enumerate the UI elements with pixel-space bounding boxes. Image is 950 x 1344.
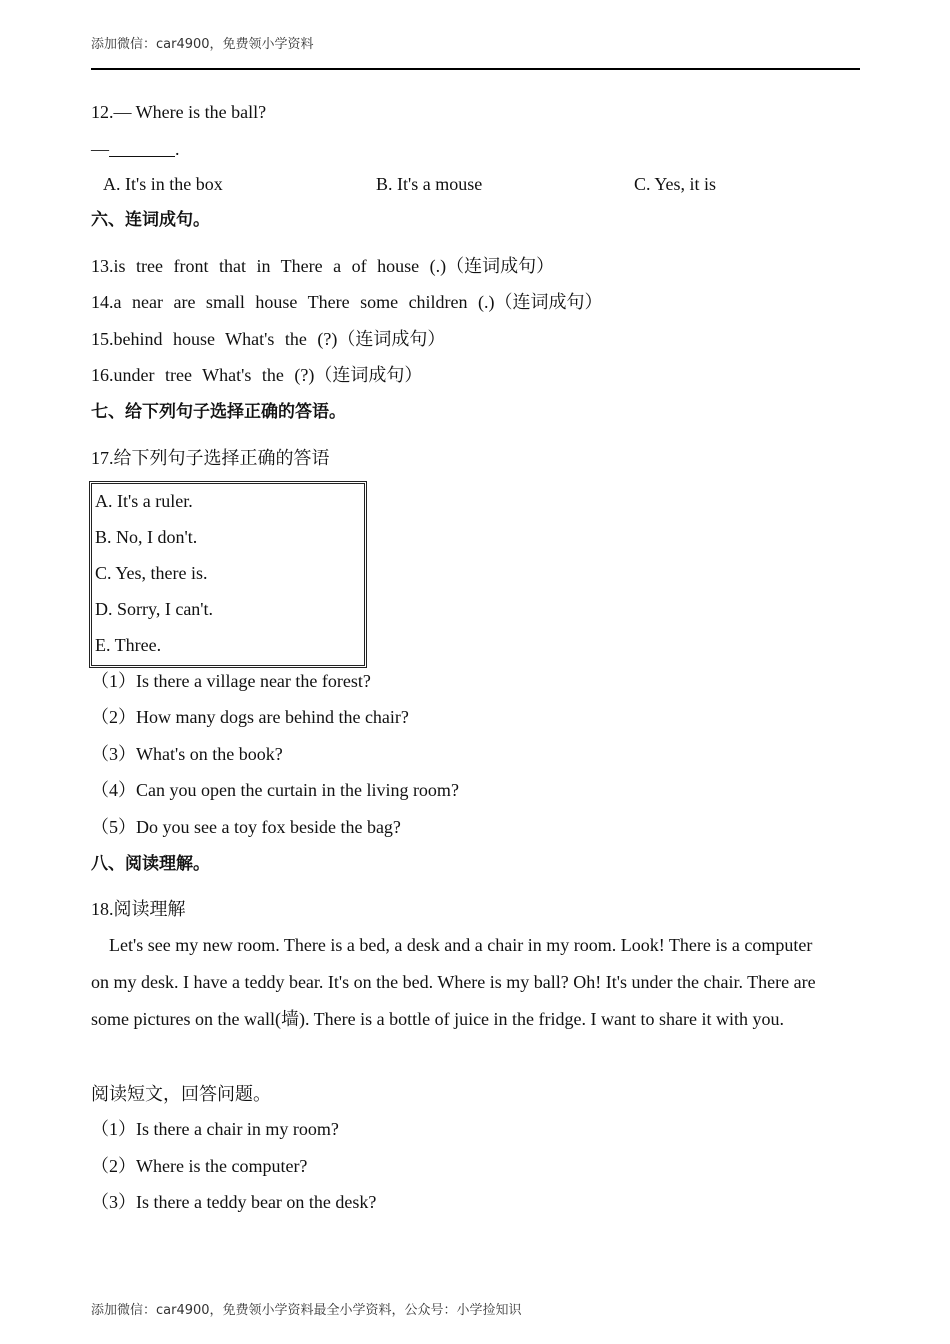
header-note: 添加微信：car4900，免费领小学资料 xyxy=(91,37,314,52)
q12-answer-line xyxy=(91,138,180,160)
q12-stem: 12.— Where is the ball? xyxy=(91,102,267,122)
choice-b: B. No, I don't. xyxy=(95,527,198,547)
q13-text: 13.is tree front that in There a of house (.)（连词成句） xyxy=(91,256,555,276)
footer-note: 添加微信：car4900，免费领小学资料最全小学资料，公众号：小学捡知识 xyxy=(91,1303,522,1318)
q12-option-a: A. It's in the box xyxy=(103,174,223,194)
section-6-title: 六、连词成句。 xyxy=(91,210,210,230)
reading-passage xyxy=(91,927,831,1038)
choice-e: E. Three. xyxy=(95,635,162,655)
q17-question-4: （4）Can you open the curtain in the living room? xyxy=(91,780,459,800)
reading-instruction: 阅读短文，回答问题。 xyxy=(91,1084,271,1104)
choice-a: A. It's a ruler. xyxy=(95,491,193,511)
q15-text: 15.behind house What's the (?)（连词成句） xyxy=(91,329,446,349)
reading-passage-text: Let's see my new room. There is a bed, a desk and a chair in my room. Look! There is a computer on my desk. I have a teddy bear. It's on the bed. Where is my ball? Oh! It's under the chair. There are some pictures on the wall(墙). There is a bottle of juice in the fridge. I want to share it with you. xyxy=(91,935,816,1029)
choice-c: C. Yes, there is. xyxy=(95,563,208,583)
choice-d: D. Sorry, I can't. xyxy=(95,599,214,619)
section-8-title: 八、阅读理解。 xyxy=(91,854,210,874)
q17-stem: 17.给下列句子选择正确的答语 xyxy=(91,448,330,468)
q12-answer-prefix: — xyxy=(91,139,109,159)
q12-answer-blank xyxy=(109,140,175,157)
q12-option-c: C. Yes, it is xyxy=(634,174,717,194)
section-7-title: 七、给下列句子选择正确的答语。 xyxy=(91,402,346,422)
q17-question-1: （1）Is there a village near the forest? xyxy=(91,671,371,691)
q18-stem: 18.阅读理解 xyxy=(91,899,186,919)
q16-text: 16.under tree What's the (?)（连词成句） xyxy=(91,365,423,385)
q14-text: 14.a near are small house There some children (.)（连词成句） xyxy=(91,292,603,312)
q18-question-1: （1）Is there a chair in my room? xyxy=(91,1119,339,1139)
answer-choices-box xyxy=(89,481,367,668)
q17-question-5: （5）Do you see a toy fox beside the bag? xyxy=(91,817,401,837)
header-divider xyxy=(91,68,860,70)
q17-question-3: （3）What's on the book? xyxy=(91,744,283,764)
q17-question-2: （2）How many dogs are behind the chair? xyxy=(91,707,409,727)
q18-question-3: （3）Is there a teddy bear on the desk? xyxy=(91,1192,377,1212)
q18-question-2: （2）Where is the computer? xyxy=(91,1156,308,1176)
q12-option-b: B. It's a mouse xyxy=(376,174,483,194)
q12-answer-suffix: . xyxy=(175,139,180,159)
